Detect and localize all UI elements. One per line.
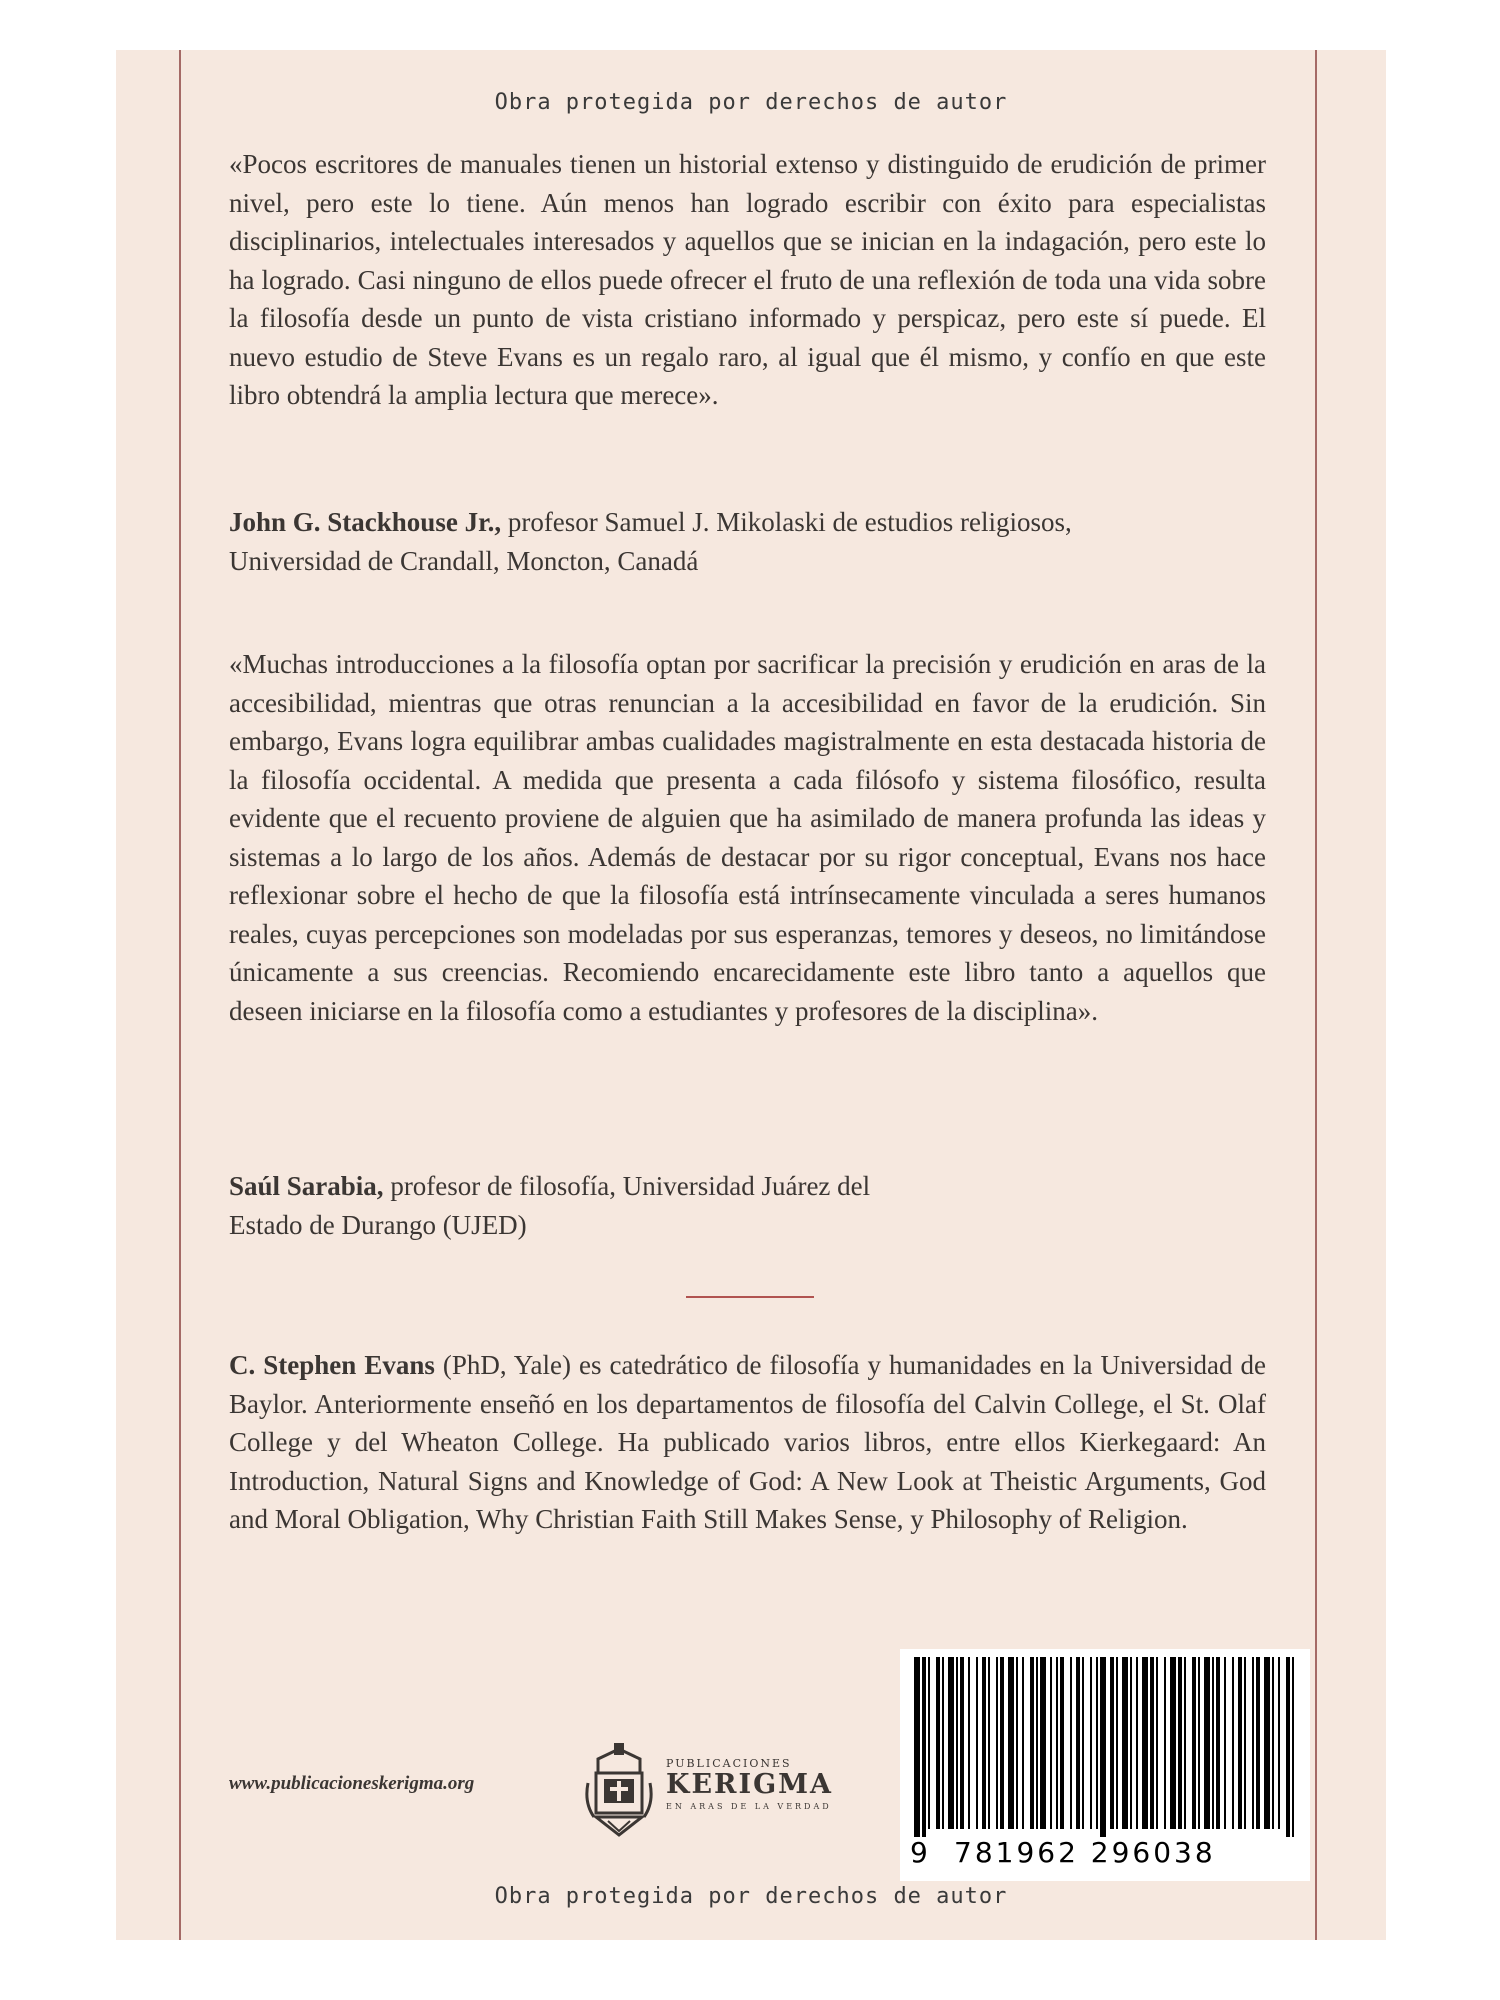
barcode-bar: [1150, 1657, 1154, 1829]
barcode-bar: [1022, 1657, 1024, 1829]
endorser-affiliation: Universidad de Crandall, Moncton, Canadá: [229, 545, 699, 576]
endorsement-quote-2: [229, 645, 1266, 1030]
barcode-bar: [1050, 1657, 1052, 1829]
isbn-barcode: [900, 1649, 1310, 1881]
endorser-name: Saúl Sarabia,: [229, 1171, 384, 1201]
barcode-bar: [976, 1657, 978, 1829]
barcode-bar: [1264, 1657, 1270, 1829]
isbn-digits: 781962 296038: [954, 1836, 1216, 1869]
barcode-bar: [1292, 1657, 1294, 1837]
endorsement-quote-1: [229, 145, 1266, 415]
publisher-logo: [584, 1743, 874, 1843]
back-cover: [116, 50, 1386, 1940]
barcode-bar: [982, 1657, 986, 1829]
barcode-bars: [910, 1657, 1300, 1837]
endorser-title: profesor Samuel J. Mikolaski de estudios religiosos,: [501, 507, 1072, 537]
endorsement-attribution-1: [229, 503, 1266, 580]
barcode-bar: [1244, 1657, 1246, 1829]
barcode-bar: [1142, 1657, 1148, 1829]
publisher-label-small: PUBLICACIONES: [666, 1757, 792, 1770]
barcode-bar: [1184, 1657, 1186, 1829]
barcode-bar: [1000, 1657, 1004, 1829]
barcode-bar: [914, 1657, 920, 1837]
barcode-bar: [1070, 1657, 1072, 1829]
barcode-bar: [1238, 1657, 1242, 1829]
barcode-bar: [1252, 1657, 1254, 1829]
barcode-bar: [1272, 1657, 1274, 1829]
barcode-bar: [1008, 1657, 1014, 1829]
section-divider: [686, 1296, 814, 1298]
barcode-bar: [1016, 1657, 1018, 1829]
isbn-lead-digit: 9: [910, 1836, 928, 1869]
barcode-bar: [1192, 1657, 1196, 1829]
barcode-bar: [1278, 1657, 1280, 1829]
barcode-bar: [956, 1657, 958, 1829]
left-border-line: [179, 50, 181, 1940]
barcode-bar: [996, 1657, 998, 1829]
publisher-name: KERIGMA: [666, 1769, 834, 1800]
barcode-bar: [1082, 1657, 1084, 1829]
barcode-bar: [988, 1657, 990, 1829]
watermark-top: Obra protegida por derechos de autor: [494, 90, 1008, 115]
quote-text: «Pocos escritores de manuales tienen un historial extenso y distinguido de erudición de primer nivel, pero este lo tiene. Aún menos han logrado escribir con éxito para especialistas disciplinarios, intelectuales interesados y aquellos que se inician en la indagación, pero este lo ha logrado. Casi ninguno de ellos puede ofrecer el fruto de una reflexión de toda una vida sobre la filosofía desde un punto de vista cristiano informado y perspicaz, pero este sí puede. El nuevo estudio de Steve Evans es un regalo raro, al igual que él mismo, y confío en que este libro obtendrá la amplia lectura que merece».: [229, 149, 1266, 410]
barcode-bar: [1212, 1657, 1214, 1829]
endorsement-attribution-2: [229, 1167, 1266, 1244]
barcode-bar: [1156, 1657, 1158, 1829]
barcode-bar: [960, 1657, 964, 1829]
barcode-bar: [1224, 1657, 1226, 1829]
publisher-tagline: EN ARAS DE LA VERDAD: [666, 1802, 832, 1811]
author-bio: [229, 1346, 1266, 1539]
barcode-bar: [1030, 1657, 1034, 1829]
author-name: C. Stephen Evans: [229, 1350, 435, 1380]
barcode-bar: [968, 1657, 970, 1829]
barcode-bar: [1076, 1657, 1080, 1829]
barcode-bar: [942, 1657, 944, 1829]
barcode-bar: [936, 1657, 940, 1829]
watermark-bottom: Obra protegida por derechos de autor: [494, 1884, 1008, 1909]
barcode-bar: [1110, 1657, 1114, 1829]
quote-text: «Muchas introducciones a la filosofía optan por sacrificar la precisión y erudición en aras de la accesibilidad, mientras que otras renuncian a la accesibilidad en favor de la erudición. Sin embargo, Evans logra equilibrar ambas cualidades magistralmente en esta destacada historia de la filosofía occidental. A medida que presenta a cada filósofo y sistema filosófico, resulta evidente que el recuento proviene de alguien que ha asimilado de manera profunda las ideas y sistemas a lo largo de los años. Además de destacar por su rigor conceptual, Evans nos hace reflexionar sobre el hecho de que la filosofía está intrínsecamente vinculada a seres humanos reales, cuyas percepciones son modeladas por sus esperanzas, temores y deseos, no limitándose únicamente a sus creencias. Recomiendo encarecidamente este libro tanto a aquellos que deseen iniciarse en la filosofía como a estudiantes y profesores de la disciplina».: [229, 649, 1266, 1026]
barcode-bar: [1136, 1657, 1138, 1829]
barcode-bar: [1164, 1657, 1166, 1829]
barcode-bar: [1216, 1657, 1220, 1829]
barcode-bar: [1198, 1657, 1200, 1829]
barcode-bar: [1256, 1657, 1260, 1829]
barcode-bar: [1096, 1657, 1098, 1829]
publisher-website[interactable]: www.publicacioneskerigma.org: [229, 1773, 475, 1794]
barcode-bar: [948, 1657, 954, 1829]
barcode-bar: [922, 1657, 926, 1837]
barcode-bar: [1178, 1657, 1182, 1829]
barcode-bar: [928, 1657, 930, 1829]
barcode-bar: [1040, 1657, 1046, 1829]
barcode-bar: [1286, 1657, 1290, 1837]
author-bio-text: (PhD, Yale) es catedrático de filosofía y humanidades en la Universidad de Baylor. Anteriormente enseñó en los departamentos de filosofía del Calvin College, el St. Olaf College y del Wheaton College. Ha publicado varios libros, entre ellos Kierkegaard: An Introduction, Natural Signs and Knowledge of God: A New Look at Theistic Arguments, God and Moral Obligation, Why Christian Faith Still Makes Sense, y Philosophy of Religion.: [229, 1350, 1266, 1534]
endorser-title: profesor de filosofía, Universidad Juárez del: [383, 1171, 871, 1201]
barcode-bar: [1130, 1657, 1132, 1829]
barcode-bar: [1122, 1657, 1128, 1829]
barcode-bar: [1056, 1657, 1058, 1829]
right-border-line: [1315, 50, 1317, 1940]
kerigma-emblem-icon: [584, 1743, 654, 1843]
endorser-affiliation: Estado de Durango (UJED): [229, 1209, 527, 1240]
barcode-bar: [1100, 1657, 1106, 1837]
barcode-bar: [1090, 1657, 1092, 1829]
barcode-bar: [1036, 1657, 1038, 1829]
endorser-name: John G. Stackhouse Jr.,: [229, 507, 502, 537]
barcode-bar: [1232, 1657, 1234, 1829]
barcode-bar: [1060, 1657, 1064, 1829]
barcode-bar: [1170, 1657, 1176, 1829]
barcode-bar: [1204, 1657, 1210, 1829]
barcode-bar: [1116, 1657, 1118, 1829]
